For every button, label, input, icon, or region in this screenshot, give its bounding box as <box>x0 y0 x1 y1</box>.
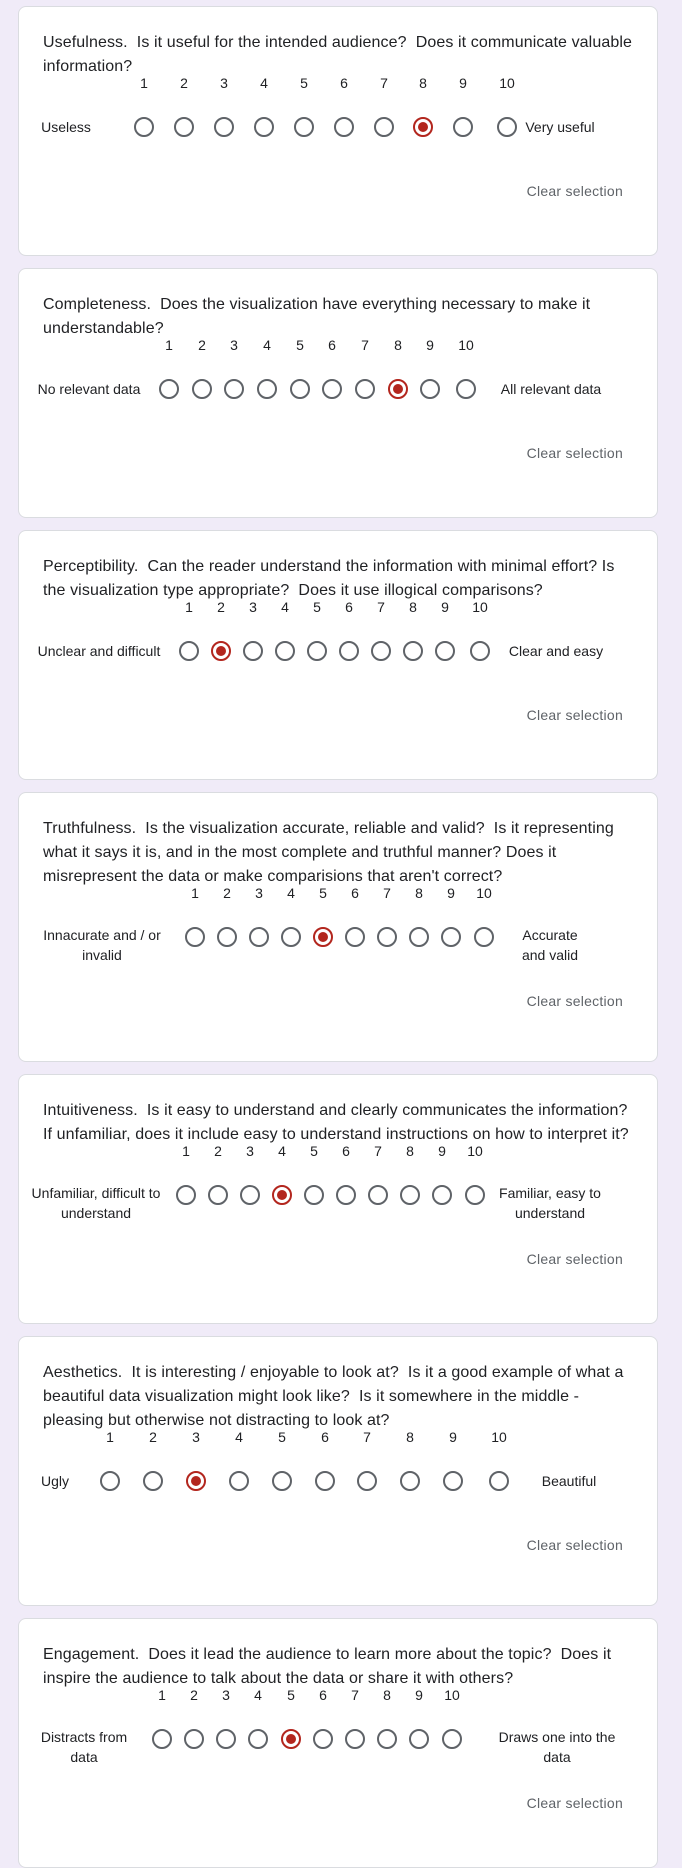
scale-number-label: 3 <box>246 1143 254 1159</box>
scale-number-label: 5 <box>296 337 304 353</box>
rating-radio-1[interactable] <box>134 117 154 137</box>
scale-number-label: 10 <box>467 1143 483 1159</box>
question-card <box>18 1336 658 1606</box>
scale-number-label: 4 <box>254 1687 262 1703</box>
scale-number-label: 10 <box>472 599 488 615</box>
rating-radio-9[interactable] <box>420 379 440 399</box>
scale-low-label: Unfamiliar, difficult to understand <box>31 1185 161 1221</box>
scale-number-label: 8 <box>394 337 402 353</box>
scale-high-label: Accurate and valid <box>521 927 579 963</box>
scale-number-label: 1 <box>191 885 199 901</box>
scale-number-label: 4 <box>287 885 295 901</box>
scale-number-label: 1 <box>185 599 193 615</box>
question-card <box>18 268 658 518</box>
question-card <box>18 792 658 1062</box>
scale-number-label: 9 <box>426 337 434 353</box>
rating-radio-4[interactable] <box>248 1729 268 1749</box>
rating-radio-2[interactable] <box>143 1471 163 1491</box>
clear-selection-button[interactable]: Clear selection <box>526 707 623 723</box>
scale-number-label: 7 <box>363 1429 371 1445</box>
rating-radio-7[interactable] <box>355 379 375 399</box>
rating-radio-7[interactable] <box>345 1729 365 1749</box>
rating-radio-10[interactable] <box>465 1185 485 1205</box>
scale-low-label: Useless <box>41 119 91 135</box>
rating-radio-1[interactable] <box>159 379 179 399</box>
rating-radio-2[interactable] <box>217 927 237 947</box>
clear-selection-button[interactable]: Clear selection <box>526 1251 623 1267</box>
scale-number-label: 9 <box>438 1143 446 1159</box>
scale-high-label: Familiar, easy to understand <box>499 1185 601 1221</box>
clear-selection-button[interactable]: Clear selection <box>526 1537 623 1553</box>
clear-selection-button[interactable]: Clear selection <box>526 183 623 199</box>
scale-number-label: 6 <box>342 1143 350 1159</box>
rating-radio-8[interactable] <box>388 379 408 399</box>
scale-number-label: 6 <box>340 75 348 91</box>
scale-number-label: 3 <box>192 1429 200 1445</box>
rating-radio-5[interactable] <box>313 927 333 947</box>
scale-numbers-row <box>19 595 657 619</box>
scale-number-label: 2 <box>149 1429 157 1445</box>
rating-radio-7[interactable] <box>377 927 397 947</box>
scale-numbers-row <box>19 71 657 95</box>
scale-number-label: 3 <box>255 885 263 901</box>
question-text: Truthfulness. Is the visualization accurate, reliable and valid? Is it representing what it says it is, and in the most complete and truthful manner? Does it misrepresent the data or make comparisions that aren't correct? <box>43 820 619 885</box>
rating-radio-8[interactable] <box>409 927 429 947</box>
scale-number-label: 4 <box>235 1429 243 1445</box>
rating-radio-9[interactable] <box>409 1729 429 1749</box>
rating-radio-3[interactable] <box>214 117 234 137</box>
rating-radio-3[interactable] <box>249 927 269 947</box>
scale-high-label: Clear and easy <box>508 643 604 659</box>
question-card <box>18 6 658 256</box>
rating-radio-2[interactable] <box>192 379 212 399</box>
scale-number-label: 5 <box>300 75 308 91</box>
rating-radio-1[interactable] <box>185 927 205 947</box>
rating-radio-7[interactable] <box>368 1185 388 1205</box>
rating-radio-4[interactable] <box>281 927 301 947</box>
scale-numbers-row <box>19 1683 657 1707</box>
scale-number-label: 8 <box>406 1143 414 1159</box>
clear-selection-button[interactable]: Clear selection <box>526 993 623 1009</box>
scale-low-label: Distracts from data <box>40 1729 128 1765</box>
clear-selection-button[interactable]: Clear selection <box>526 1795 623 1811</box>
rating-radio-1[interactable] <box>152 1729 172 1749</box>
rating-radio-2[interactable] <box>208 1185 228 1205</box>
clear-selection-button[interactable]: Clear selection <box>526 445 623 461</box>
scale-number-label: 3 <box>249 599 257 615</box>
scale-numbers-row <box>19 1139 657 1163</box>
scale-number-label: 9 <box>415 1687 423 1703</box>
scale-number-label: 7 <box>374 1143 382 1159</box>
scale-number-label: 2 <box>214 1143 222 1159</box>
scale-low-label: No relevant data <box>37 381 141 397</box>
scale-number-label: 2 <box>217 599 225 615</box>
scale-number-label: 10 <box>476 885 492 901</box>
question-text: Perceptibility. Can the reader understand the information with minimal effort? Is the visualization type appropriate? Does it use illogical comparisons? <box>43 558 619 599</box>
scale-low-label: Innacurate and / or invalid <box>43 927 161 963</box>
rating-radio-6[interactable] <box>322 379 342 399</box>
scale-number-label: 6 <box>351 885 359 901</box>
rating-radio-7[interactable] <box>374 117 394 137</box>
scale-number-label: 10 <box>458 337 474 353</box>
rating-radio-6[interactable] <box>339 641 359 661</box>
scale-number-label: 1 <box>165 337 173 353</box>
scale-number-label: 9 <box>441 599 449 615</box>
question-card <box>18 1618 658 1868</box>
rating-radio-10[interactable] <box>442 1729 462 1749</box>
rating-radio-9[interactable] <box>453 117 473 137</box>
scale-number-label: 10 <box>444 1687 460 1703</box>
scale-number-label: 5 <box>310 1143 318 1159</box>
scale-number-label: 3 <box>222 1687 230 1703</box>
rating-radio-1[interactable] <box>100 1471 120 1491</box>
scale-number-label: 5 <box>278 1429 286 1445</box>
rating-radio-4[interactable] <box>229 1471 249 1491</box>
rating-radio-1[interactable] <box>179 641 199 661</box>
question-text: Intuitiveness. Is it easy to understand and clearly communicates the information? If unfamiliar, does it include easy to understand instructions on how to interpret it? <box>43 1102 637 1143</box>
scale-number-label: 6 <box>319 1687 327 1703</box>
rating-radio-6[interactable] <box>313 1729 333 1749</box>
scale-number-label: 6 <box>345 599 353 615</box>
scale-number-label: 9 <box>459 75 467 91</box>
rating-radio-3[interactable] <box>240 1185 260 1205</box>
rating-radio-5[interactable] <box>307 641 327 661</box>
scale-number-label: 1 <box>140 75 148 91</box>
scale-number-label: 4 <box>260 75 268 91</box>
rating-radio-6[interactable] <box>336 1185 356 1205</box>
rating-radio-10[interactable] <box>474 927 494 947</box>
rating-radio-8[interactable] <box>377 1729 397 1749</box>
scale-number-label: 1 <box>106 1429 114 1445</box>
rating-radio-4[interactable] <box>254 117 274 137</box>
question-text: Aesthetics. It is interesting / enjoyable to look at? Is it a good example of what a beautiful data visualization might look like? Is it somewhere in the middle - pleasing but otherwise not distracting to look at? <box>43 1364 629 1429</box>
rating-radio-2[interactable] <box>174 117 194 137</box>
question-text: Usefulness. Is it useful for the intended audience? Does it communicate valuable information? <box>43 34 637 75</box>
rating-radio-9[interactable] <box>435 641 455 661</box>
rating-radio-5[interactable] <box>290 379 310 399</box>
rating-radio-8[interactable] <box>400 1185 420 1205</box>
scale-number-label: 1 <box>158 1687 166 1703</box>
question-card <box>18 530 658 780</box>
scale-number-label: 10 <box>491 1429 507 1445</box>
scale-numbers-row <box>19 881 657 905</box>
rating-radio-9[interactable] <box>441 927 461 947</box>
rating-radio-5[interactable] <box>294 117 314 137</box>
rating-radio-3[interactable] <box>243 641 263 661</box>
scale-number-label: 9 <box>447 885 455 901</box>
scale-high-label: Very useful <box>525 119 595 135</box>
rating-radio-2[interactable] <box>211 641 231 661</box>
scale-number-label: 7 <box>377 599 385 615</box>
rating-radio-6[interactable] <box>334 117 354 137</box>
scale-number-label: 8 <box>383 1687 391 1703</box>
scale-number-label: 7 <box>383 885 391 901</box>
rating-radio-7[interactable] <box>357 1471 377 1491</box>
scale-number-label: 9 <box>449 1429 457 1445</box>
scale-low-label: Unclear and difficult <box>37 643 161 659</box>
question-card <box>18 1074 658 1324</box>
scale-number-label: 2 <box>180 75 188 91</box>
rating-radio-1[interactable] <box>176 1185 196 1205</box>
scale-number-label: 3 <box>220 75 228 91</box>
scale-number-label: 8 <box>406 1429 414 1445</box>
scale-number-label: 5 <box>287 1687 295 1703</box>
rating-radio-3[interactable] <box>186 1471 206 1491</box>
scale-number-label: 7 <box>351 1687 359 1703</box>
rating-radio-10[interactable] <box>489 1471 509 1491</box>
scale-number-label: 7 <box>380 75 388 91</box>
scale-number-label: 4 <box>281 599 289 615</box>
rating-radio-5[interactable] <box>272 1471 292 1491</box>
rating-radio-6[interactable] <box>345 927 365 947</box>
scale-number-label: 5 <box>313 599 321 615</box>
scale-high-label: Draws one into the data <box>498 1729 616 1765</box>
scale-number-label: 6 <box>328 337 336 353</box>
scale-numbers-row <box>19 333 657 357</box>
scale-number-label: 8 <box>415 885 423 901</box>
scale-number-label: 2 <box>198 337 206 353</box>
rating-radio-8[interactable] <box>413 117 433 137</box>
rating-radio-3[interactable] <box>224 379 244 399</box>
rating-radio-10[interactable] <box>456 379 476 399</box>
scale-number-label: 10 <box>499 75 515 91</box>
rating-radio-5[interactable] <box>304 1185 324 1205</box>
scale-number-label: 4 <box>263 337 271 353</box>
rating-radio-4[interactable] <box>257 379 277 399</box>
scale-high-label: All relevant data <box>500 381 602 397</box>
scale-number-label: 5 <box>319 885 327 901</box>
scale-number-label: 4 <box>278 1143 286 1159</box>
rating-radio-4[interactable] <box>272 1185 292 1205</box>
scale-number-label: 2 <box>190 1687 198 1703</box>
rating-radio-8[interactable] <box>403 641 423 661</box>
rating-radio-9[interactable] <box>443 1471 463 1491</box>
question-text: Completeness. Does the visualization have everything necessary to make it understandable? <box>43 296 595 337</box>
rating-radio-5[interactable] <box>281 1729 301 1749</box>
scale-low-label: Ugly <box>40 1473 69 1489</box>
rating-radio-10[interactable] <box>470 641 490 661</box>
scale-numbers-row <box>19 1425 657 1449</box>
rating-radio-4[interactable] <box>275 641 295 661</box>
scale-number-label: 8 <box>409 599 417 615</box>
scale-number-label: 7 <box>361 337 369 353</box>
rating-radio-2[interactable] <box>184 1729 204 1749</box>
scale-number-label: 2 <box>223 885 231 901</box>
rating-radio-7[interactable] <box>371 641 391 661</box>
question-text: Engagement. Does it lead the audience to learn more about the topic? Does it inspire the audience to talk about the data or share it with others? <box>43 1646 616 1687</box>
rating-radio-3[interactable] <box>216 1729 236 1749</box>
rating-radio-6[interactable] <box>315 1471 335 1491</box>
scale-high-label: Beautiful <box>541 1473 597 1489</box>
rating-radio-8[interactable] <box>400 1471 420 1491</box>
scale-number-label: 8 <box>419 75 427 91</box>
rating-radio-9[interactable] <box>432 1185 452 1205</box>
scale-number-label: 1 <box>182 1143 190 1159</box>
scale-number-label: 6 <box>321 1429 329 1445</box>
scale-number-label: 3 <box>230 337 238 353</box>
